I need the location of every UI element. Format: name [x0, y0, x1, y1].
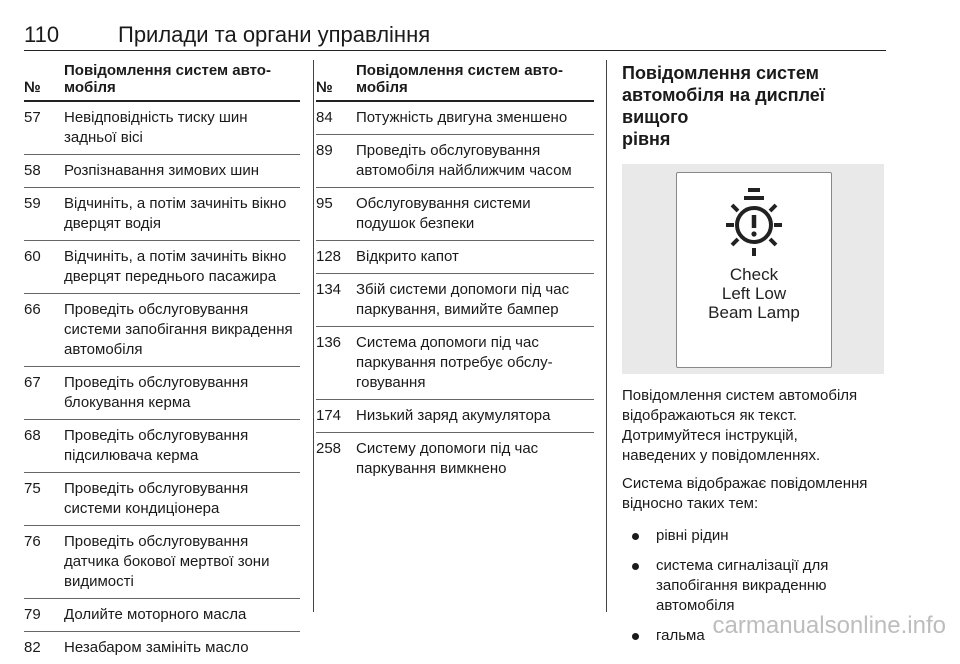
message-text: Долийте моторного масла: [64, 606, 247, 623]
table-row: [24, 367, 300, 420]
message-number: 76: [24, 533, 41, 550]
table-row: [24, 102, 300, 155]
header-message: Повідомлення систем автомобіля: [356, 62, 563, 96]
table-row: [24, 599, 300, 632]
column-divider: [313, 60, 314, 612]
table-row: [316, 327, 594, 400]
table-row: [24, 155, 300, 188]
message-text: Збій системи допомоги під час паркування, вимийте бампер: [356, 281, 570, 318]
message-number: 57: [24, 109, 41, 126]
message-number: 58: [24, 162, 41, 179]
table-row: [316, 274, 594, 327]
table-row: [24, 473, 300, 526]
message-table-left: [24, 62, 300, 664]
message-table-right: [316, 62, 594, 485]
message-number: 79: [24, 606, 41, 623]
table-row: [24, 241, 300, 294]
display-message: Check Left Low Beam Lamp: [708, 265, 800, 322]
table-row: [24, 294, 300, 367]
table-header: [316, 62, 594, 102]
table-row: [316, 241, 594, 274]
message-number: 89: [316, 142, 333, 159]
table-row: [316, 433, 594, 485]
message-text: Проведіть обслуговування системи запобігання викрадення автомобіля: [64, 301, 293, 358]
message-number: 84: [316, 109, 333, 126]
message-text: Проведіть обслуговування автомобіля найближчим часом: [356, 142, 572, 179]
message-text: Систему допомоги під час паркування вимкнено: [356, 440, 539, 477]
section-title: Повідомлення систем автомобіля на дисплеї вищого рівня: [622, 63, 825, 149]
upper-display-section: [622, 62, 886, 656]
list-item: рівні рідин: [622, 526, 886, 546]
message-number: 134: [316, 281, 342, 298]
message-text: Обслуговування системи подушок безпеки: [356, 195, 531, 232]
message-number: 136: [316, 334, 342, 351]
paragraph: Повідомлення систем автомобіля відображаються як текст. Дотримуйтеся інструкцій, наведених у повідомленнях.: [622, 387, 858, 464]
message-text: Відчиніть, а потім зачиніть вікно дверцят переднього пасажира: [64, 248, 287, 285]
column-divider: [606, 60, 607, 612]
message-text: Потужність двигуна зменшено: [356, 109, 568, 126]
message-text: Відчиніть, а потім зачиніть вікно дверцят водія: [64, 195, 287, 232]
table-row: [316, 188, 594, 241]
header-message: Повідомлення систем автомобіля: [64, 62, 271, 96]
table-row: [316, 135, 594, 188]
message-text: Система допомоги під час паркування потребує обслуговування: [356, 334, 553, 391]
page-header: [24, 20, 886, 51]
table-row: [24, 632, 300, 664]
message-text: Розпізнавання зимових шин: [64, 162, 259, 179]
message-text: Відкрито капот: [356, 248, 459, 265]
message-number: 66: [24, 301, 41, 318]
table-row: [316, 400, 594, 433]
message-number: 75: [24, 480, 41, 497]
page-number: 110: [24, 22, 60, 47]
message-text: Проведіть обслуговування датчика бокової мертвої зони видимості: [64, 533, 270, 590]
message-text: Незабаром замініть масло: [64, 639, 249, 656]
table-row: [316, 102, 594, 135]
lamp-warning-icon: [704, 185, 804, 263]
message-number: 67: [24, 374, 41, 391]
header-number: №: [316, 79, 333, 96]
message-number: 59: [24, 195, 41, 212]
display-screen: [676, 172, 832, 368]
page-title: Прилади та органи управління: [118, 22, 431, 47]
message-text: Невідповідність тиску шин задньої вісі: [64, 109, 248, 146]
watermark: carmanualsonline.info: [712, 612, 946, 639]
message-number: 95: [316, 195, 333, 212]
table-row: [24, 526, 300, 599]
list-item: система сигналізації для запобігання викраденню автомобіля: [622, 556, 886, 616]
message-number: 82: [24, 639, 41, 656]
message-text: Проведіть обслуговування підсилювача керма: [64, 427, 249, 464]
table-row: [24, 420, 300, 473]
message-number: 60: [24, 248, 41, 265]
message-number: 258: [316, 440, 342, 457]
table-header: [24, 62, 300, 102]
list-item: гальма: [622, 626, 886, 646]
paragraph: Система відображає повідомлення відносно таких тем:: [622, 475, 868, 512]
message-number: 68: [24, 427, 41, 444]
header-number: №: [24, 79, 41, 96]
message-text: Проведіть обслуговування блокування керма: [64, 374, 249, 411]
message-text: Проведіть обслуговування системи кондиціонера: [64, 480, 249, 517]
message-number: 128: [316, 248, 342, 265]
table-row: [24, 188, 300, 241]
message-number: 174: [316, 407, 342, 424]
display-illustration: [622, 164, 884, 374]
message-text: Низький заряд акумулятора: [356, 407, 551, 424]
